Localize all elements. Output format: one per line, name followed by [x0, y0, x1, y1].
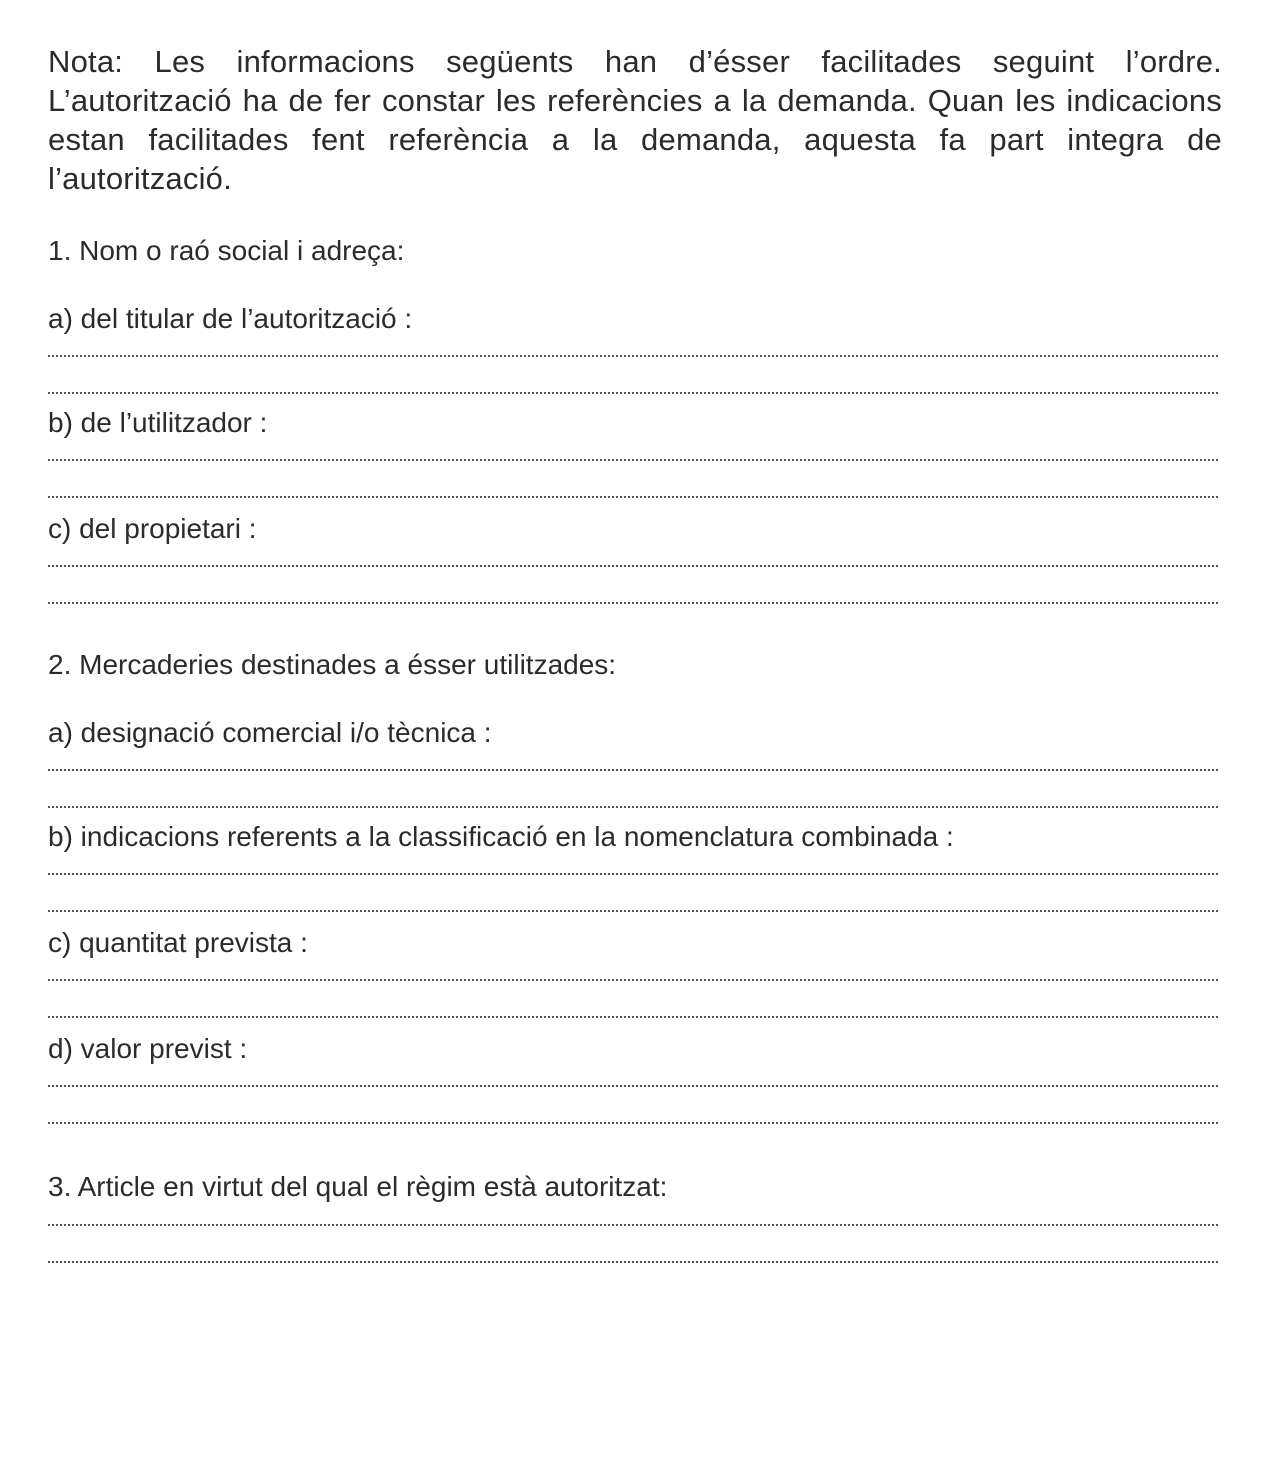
section-3-heading: 3. Article en virtut del qual el règim està autoritzat:	[48, 1171, 668, 1202]
section-2-heading: 2. Mercaderies destinades a ésser utilitzades:	[48, 649, 617, 680]
label-1a-titular: a) del titular de l’autorització :	[48, 303, 413, 334]
label-2d-valor: d) valor previst :	[48, 1033, 248, 1064]
form-page	[48, 42, 1222, 1263]
label-1c-propietari: c) del propietari :	[48, 513, 257, 544]
section-1-heading: 1. Nom o raó social i adreça:	[48, 235, 405, 266]
fill-line-3-2[interactable]	[48, 1261, 1218, 1263]
note-paragraph: Nota: Les informacions següents han d’ésser facilitades seguint l’ordre. L’autorització ha de fer constar les referències a la demanda. Quan les indicacions estan facilitades fent referència a la demanda, aquesta fa part integra de l’autorització.	[48, 44, 1222, 196]
label-2a-designacio: a) designació comercial i/o tècnica :	[48, 717, 492, 748]
label-1b-utilitzador: b) de l’utilitzador :	[48, 407, 268, 438]
label-2b-classificacio: b) indicacions referents a la classificació en la nomenclatura combinada :	[48, 821, 954, 852]
label-2c-quantitat: c) quantitat prevista :	[48, 927, 308, 958]
